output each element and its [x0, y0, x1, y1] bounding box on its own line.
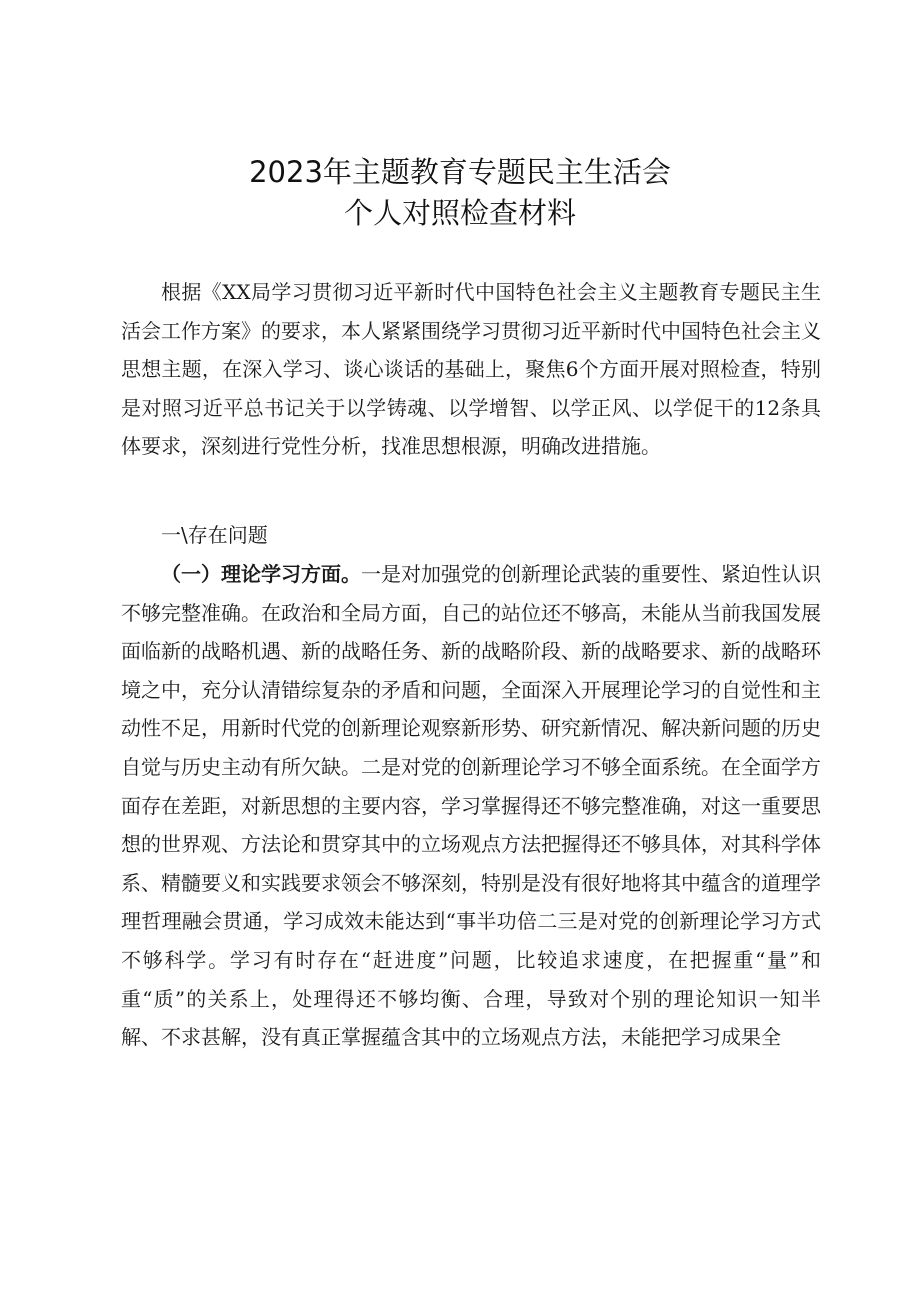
subsection-paragraph: [121, 555, 821, 1057]
subsection-body: 一是对加强党的创新理论武装的重要性、紧迫性认识不够完整准确。在政治和全局方面，自己的站位还不够高，未能从当前我国发展面临新的战略机遇、新的战略任务、新的战略阶段、新的战略要求、新的战略环境之中，充分认清错综复杂的矛盾和问题，全面深入开展理论学习的自觉性和主动性不足，用新时代党的创新理论观察新形势、研究新情况、解决新问题的历史自觉与历史主动有所欠缺。二是对党的创新理论学习不够全面系统。在全面学方面存在差距，对新思想的主要内容，学习掌握得还不够完整准确，对这一重要思想的世界观、方法论和贯穿其中的立场观点方法把握得还不够具体，对其科学体系、精髓要义和实践要求领会不够深刻，特别是没有很好地将其中蕴含的道理学理哲理融会贯通，学习成效未能达到“事半功倍二三是对党的创新理论学习方式不够科学。学习有时存在“赶进度”问题，比较追求速度，在把握重“量”和重“质”的关系上，处理得还不够均衡、合理，导致对个别的理论知识一知半解、不求甚解，没有真正掌握蕴含其中的立场观点方法，未能把学习成果全: [121, 562, 821, 1050]
intro-paragraph: 根据《XX局学习贯彻习近平新时代中国特色社会主义主题教育专题民主生活会工作方案》的要求，本人紧紧围绕学习贯彻习近平新时代中国特色社会主义思想主题，在深入学习、谈心谈话的基础上，聚焦6个方面开展对照检查，特别是对照习近平总书记关于以学铸魂、以学增智、以学正风、以学促干的12条具体要求，深刻进行党性分析，找准思想根源，明确改进措施。: [121, 280, 821, 459]
section-heading: 一\存在问题: [161, 523, 268, 547]
document-title-line-1: 2023年主题教育专题民主生活会: [249, 155, 671, 189]
document-title-line-2: 个人对照检查材料: [343, 196, 576, 230]
subsection-lead: （一）理论学习方面。: [161, 562, 361, 586]
